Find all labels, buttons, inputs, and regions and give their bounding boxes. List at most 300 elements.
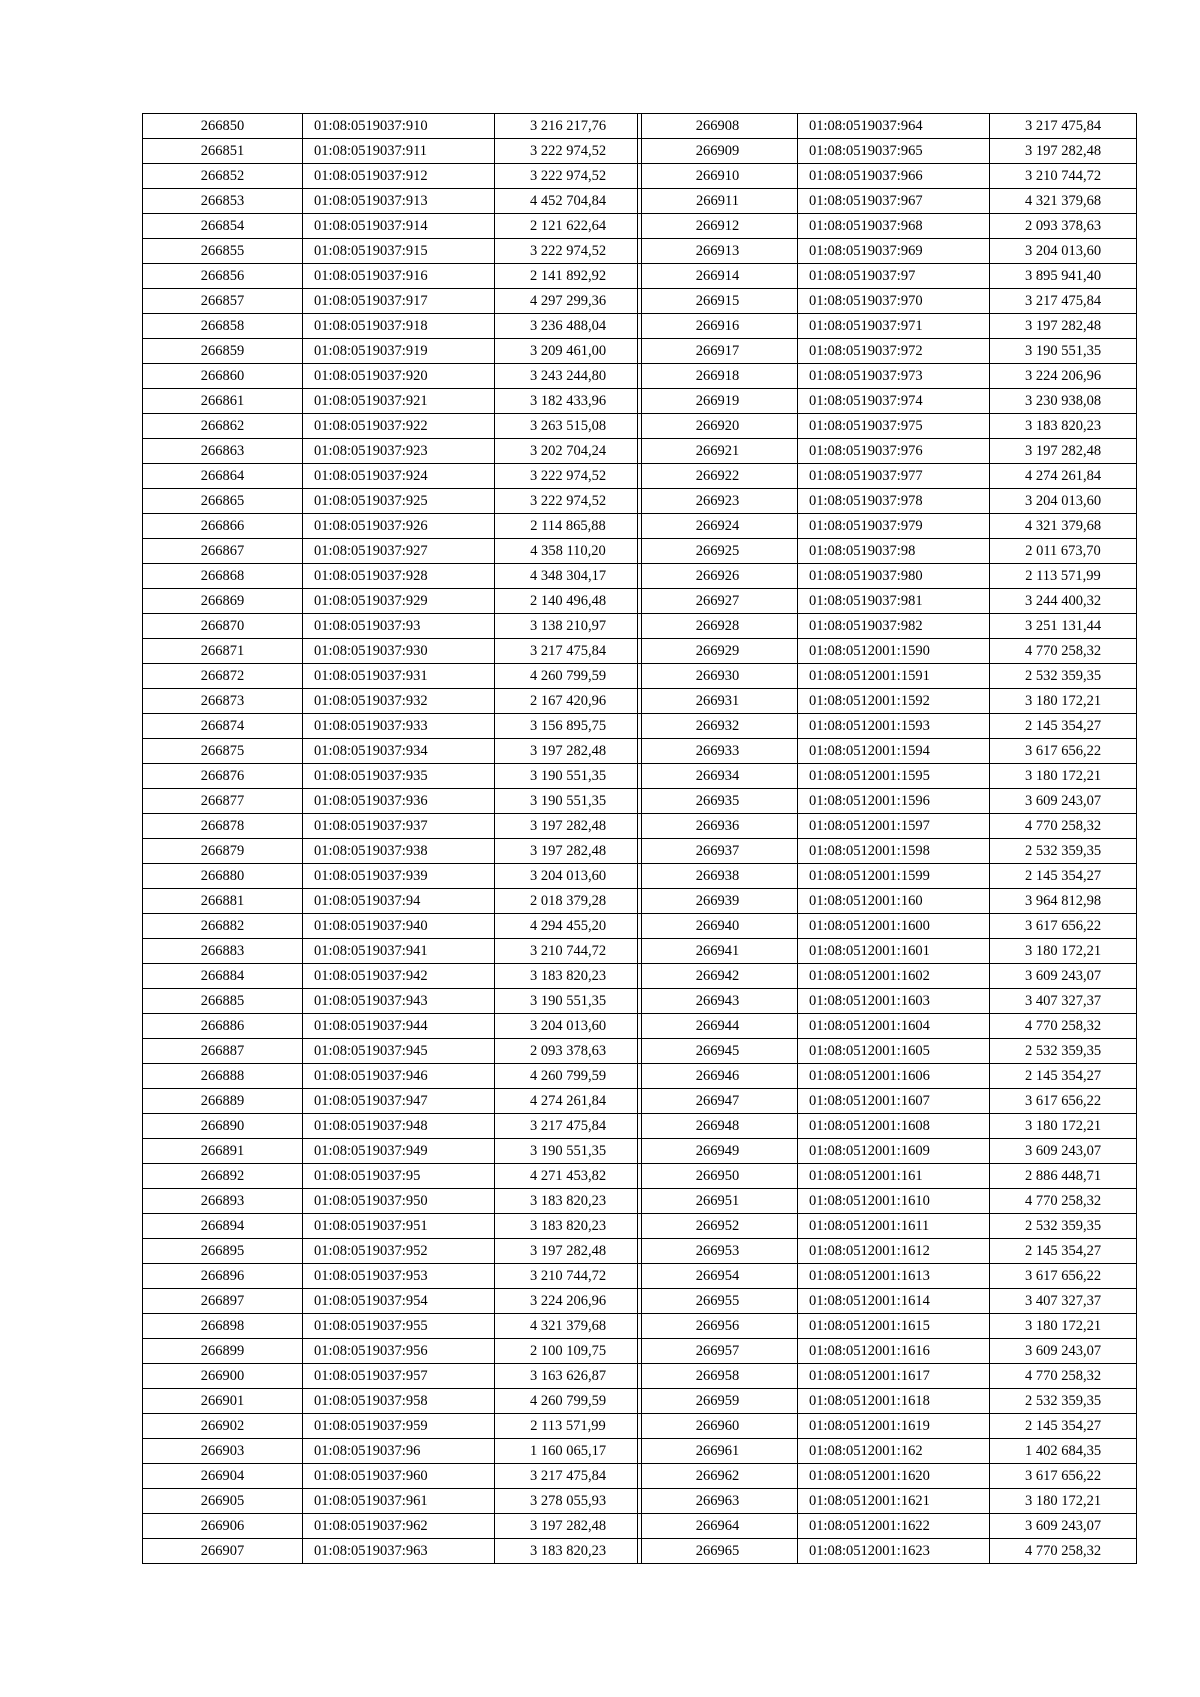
row-number-cell: 266851 bbox=[143, 139, 303, 164]
row-number-cell: 266898 bbox=[143, 1314, 303, 1339]
value-cell: 2 145 354,27 bbox=[990, 1414, 1137, 1439]
table-row bbox=[143, 639, 642, 664]
row-number-cell: 266902 bbox=[143, 1414, 303, 1439]
row-number-cell: 266874 bbox=[143, 714, 303, 739]
table-row bbox=[638, 464, 1137, 489]
cadastral-number-cell: 01:08:0519037:963 bbox=[303, 1539, 495, 1564]
value-cell: 3 222 974,52 bbox=[495, 239, 642, 264]
table-row bbox=[638, 364, 1137, 389]
table-row bbox=[143, 764, 642, 789]
cadastral-number-cell: 01:08:0519037:953 bbox=[303, 1264, 495, 1289]
cadastral-number-cell: 01:08:0519037:922 bbox=[303, 414, 495, 439]
table-row bbox=[638, 714, 1137, 739]
cadastral-number-cell: 01:08:0512001:1613 bbox=[798, 1264, 990, 1289]
table-row bbox=[143, 1514, 642, 1539]
cadastral-number-cell: 01:08:0519037:927 bbox=[303, 539, 495, 564]
table-row bbox=[638, 839, 1137, 864]
value-cell: 3 197 282,48 bbox=[990, 314, 1137, 339]
value-cell: 3 407 327,37 bbox=[990, 989, 1137, 1014]
cadastral-number-cell: 01:08:0519037:981 bbox=[798, 589, 990, 614]
cadastral-number-cell: 01:08:0512001:1616 bbox=[798, 1339, 990, 1364]
row-number-cell: 266877 bbox=[143, 789, 303, 814]
value-cell: 3 197 282,48 bbox=[495, 739, 642, 764]
cadastral-number-cell: 01:08:0519037:930 bbox=[303, 639, 495, 664]
value-cell: 4 770 258,32 bbox=[990, 1014, 1137, 1039]
cadastral-number-cell: 01:08:0519037:917 bbox=[303, 289, 495, 314]
table-body bbox=[638, 114, 1137, 1564]
cadastral-number-cell: 01:08:0512001:1614 bbox=[798, 1289, 990, 1314]
row-number-cell: 266884 bbox=[143, 964, 303, 989]
table-row bbox=[143, 1064, 642, 1089]
value-cell: 3 251 131,44 bbox=[990, 614, 1137, 639]
value-cell: 3 197 282,48 bbox=[495, 1514, 642, 1539]
cadastral-number-cell: 01:08:0519037:957 bbox=[303, 1364, 495, 1389]
cadastral-number-cell: 01:08:0512001:162 bbox=[798, 1439, 990, 1464]
table-row bbox=[638, 639, 1137, 664]
row-number-cell: 266929 bbox=[638, 639, 798, 664]
row-number-cell: 266850 bbox=[143, 114, 303, 139]
cadastral-number-cell: 01:08:0519037:968 bbox=[798, 214, 990, 239]
table-row bbox=[638, 339, 1137, 364]
table-row bbox=[143, 589, 642, 614]
value-cell: 2 532 359,35 bbox=[990, 839, 1137, 864]
cadastral-number-cell: 01:08:0519037:965 bbox=[798, 139, 990, 164]
row-number-cell: 266944 bbox=[638, 1014, 798, 1039]
value-cell: 3 197 282,48 bbox=[990, 139, 1137, 164]
row-number-cell: 266852 bbox=[143, 164, 303, 189]
row-number-cell: 266922 bbox=[638, 464, 798, 489]
value-cell: 4 271 453,82 bbox=[495, 1164, 642, 1189]
table-row bbox=[638, 139, 1137, 164]
value-cell: 2 100 109,75 bbox=[495, 1339, 642, 1364]
row-number-cell: 266963 bbox=[638, 1489, 798, 1514]
value-cell: 2 011 673,70 bbox=[990, 539, 1137, 564]
table-row bbox=[143, 439, 642, 464]
row-number-cell: 266889 bbox=[143, 1089, 303, 1114]
cadastral-number-cell: 01:08:0512001:1620 bbox=[798, 1464, 990, 1489]
table-row bbox=[638, 389, 1137, 414]
table-row bbox=[143, 1539, 642, 1564]
row-number-cell: 266915 bbox=[638, 289, 798, 314]
row-number-cell: 266878 bbox=[143, 814, 303, 839]
table-row bbox=[638, 614, 1137, 639]
value-cell: 2 113 571,99 bbox=[990, 564, 1137, 589]
table-row bbox=[638, 1389, 1137, 1414]
value-cell: 4 348 304,17 bbox=[495, 564, 642, 589]
row-number-cell: 266965 bbox=[638, 1539, 798, 1564]
row-number-cell: 266890 bbox=[143, 1114, 303, 1139]
table-row bbox=[638, 314, 1137, 339]
cadastral-number-cell: 01:08:0512001:1607 bbox=[798, 1089, 990, 1114]
cadastral-number-cell: 01:08:0519037:938 bbox=[303, 839, 495, 864]
value-cell: 3 609 243,07 bbox=[990, 1139, 1137, 1164]
value-cell: 3 217 475,84 bbox=[495, 639, 642, 664]
row-number-cell: 266896 bbox=[143, 1264, 303, 1289]
value-cell: 3 183 820,23 bbox=[495, 1214, 642, 1239]
value-cell: 3 216 217,76 bbox=[495, 114, 642, 139]
table-row bbox=[143, 1489, 642, 1514]
table-row bbox=[638, 1189, 1137, 1214]
table-row bbox=[143, 914, 642, 939]
table-row bbox=[143, 939, 642, 964]
table-row bbox=[143, 1314, 642, 1339]
cadastral-number-cell: 01:08:0519037:926 bbox=[303, 514, 495, 539]
table-row bbox=[638, 1364, 1137, 1389]
cadastral-number-cell: 01:08:0519037:944 bbox=[303, 1014, 495, 1039]
table-row bbox=[638, 889, 1137, 914]
table-row bbox=[143, 1414, 642, 1439]
row-number-cell: 266926 bbox=[638, 564, 798, 589]
table-row bbox=[638, 114, 1137, 139]
table-row bbox=[638, 1114, 1137, 1139]
cadastral-number-cell: 01:08:0519037:919 bbox=[303, 339, 495, 364]
row-number-cell: 266900 bbox=[143, 1364, 303, 1389]
table-row bbox=[638, 1039, 1137, 1064]
cadastral-number-cell: 01:08:0519037:940 bbox=[303, 914, 495, 939]
row-number-cell: 266871 bbox=[143, 639, 303, 664]
cadastral-number-cell: 01:08:0512001:1621 bbox=[798, 1489, 990, 1514]
row-number-cell: 266853 bbox=[143, 189, 303, 214]
value-cell: 3 217 475,84 bbox=[990, 289, 1137, 314]
value-cell: 4 260 799,59 bbox=[495, 1064, 642, 1089]
value-cell: 3 217 475,84 bbox=[495, 1464, 642, 1489]
cadastral-number-cell: 01:08:0519037:970 bbox=[798, 289, 990, 314]
table-row bbox=[638, 964, 1137, 989]
cadastral-number-cell: 01:08:0519037:979 bbox=[798, 514, 990, 539]
row-number-cell: 266959 bbox=[638, 1389, 798, 1414]
table-row bbox=[638, 189, 1137, 214]
table-row bbox=[638, 1289, 1137, 1314]
table-row bbox=[143, 1339, 642, 1364]
cadastral-number-cell: 01:08:0512001:1609 bbox=[798, 1139, 990, 1164]
cadastral-number-cell: 01:08:0519037:980 bbox=[798, 564, 990, 589]
value-cell: 4 770 258,32 bbox=[990, 814, 1137, 839]
cadastral-number-cell: 01:08:0519037:960 bbox=[303, 1464, 495, 1489]
table-row bbox=[638, 414, 1137, 439]
cadastral-number-cell: 01:08:0519037:911 bbox=[303, 139, 495, 164]
table-row bbox=[638, 564, 1137, 589]
row-number-cell: 266907 bbox=[143, 1539, 303, 1564]
row-number-cell: 266887 bbox=[143, 1039, 303, 1064]
value-cell: 3 243 244,80 bbox=[495, 364, 642, 389]
table-row bbox=[143, 239, 642, 264]
value-cell: 3 180 172,21 bbox=[990, 764, 1137, 789]
table-row bbox=[638, 814, 1137, 839]
row-number-cell: 266866 bbox=[143, 514, 303, 539]
row-number-cell: 266901 bbox=[143, 1389, 303, 1414]
cadastral-number-cell: 01:08:0519037:973 bbox=[798, 364, 990, 389]
cadastral-number-cell: 01:08:0519037:946 bbox=[303, 1064, 495, 1089]
table-row bbox=[143, 389, 642, 414]
row-number-cell: 266940 bbox=[638, 914, 798, 939]
cadastral-number-cell: 01:08:0512001:1594 bbox=[798, 739, 990, 764]
row-number-cell: 266881 bbox=[143, 889, 303, 914]
cadastral-number-cell: 01:08:0512001:1606 bbox=[798, 1064, 990, 1089]
row-number-cell: 266886 bbox=[143, 1014, 303, 1039]
cadastral-number-cell: 01:08:0519037:929 bbox=[303, 589, 495, 614]
table-row bbox=[638, 289, 1137, 314]
cadastral-number-cell: 01:08:0519037:949 bbox=[303, 1139, 495, 1164]
value-cell: 3 180 172,21 bbox=[990, 689, 1137, 714]
table-row bbox=[143, 489, 642, 514]
table-row bbox=[638, 1014, 1137, 1039]
cadastral-number-cell: 01:08:0519037:933 bbox=[303, 714, 495, 739]
table-row bbox=[638, 1464, 1137, 1489]
value-cell: 3 617 656,22 bbox=[990, 1089, 1137, 1114]
row-number-cell: 266872 bbox=[143, 664, 303, 689]
value-cell: 4 321 379,68 bbox=[495, 1314, 642, 1339]
cadastral-number-cell: 01:08:0512001:1610 bbox=[798, 1189, 990, 1214]
cadastral-number-cell: 01:08:0519037:914 bbox=[303, 214, 495, 239]
row-number-cell: 266923 bbox=[638, 489, 798, 514]
cadastral-number-cell: 01:08:0519037:950 bbox=[303, 1189, 495, 1214]
table-row bbox=[638, 689, 1137, 714]
value-cell: 3 617 656,22 bbox=[990, 739, 1137, 764]
cadastral-number-cell: 01:08:0512001:1622 bbox=[798, 1514, 990, 1539]
cadastral-number-cell: 01:08:0519037:97 bbox=[798, 264, 990, 289]
value-cell: 3 617 656,22 bbox=[990, 914, 1137, 939]
value-cell: 3 204 013,60 bbox=[990, 489, 1137, 514]
cadastral-number-cell: 01:08:0512001:1593 bbox=[798, 714, 990, 739]
value-cell: 4 358 110,20 bbox=[495, 539, 642, 564]
cadastral-number-cell: 01:08:0519037:961 bbox=[303, 1489, 495, 1514]
row-number-cell: 266933 bbox=[638, 739, 798, 764]
row-number-cell: 266924 bbox=[638, 514, 798, 539]
value-cell: 4 274 261,84 bbox=[495, 1089, 642, 1114]
table-row bbox=[143, 864, 642, 889]
cadastral-number-cell: 01:08:0519037:95 bbox=[303, 1164, 495, 1189]
value-cell: 3 180 172,21 bbox=[990, 939, 1137, 964]
cadastral-number-cell: 01:08:0519037:918 bbox=[303, 314, 495, 339]
table-row bbox=[143, 1014, 642, 1039]
row-number-cell: 266939 bbox=[638, 889, 798, 914]
row-number-cell: 266880 bbox=[143, 864, 303, 889]
row-number-cell: 266855 bbox=[143, 239, 303, 264]
table-row bbox=[143, 164, 642, 189]
table-row bbox=[143, 1089, 642, 1114]
row-number-cell: 266913 bbox=[638, 239, 798, 264]
value-cell: 2 093 378,63 bbox=[990, 214, 1137, 239]
table-row bbox=[143, 814, 642, 839]
value-cell: 3 609 243,07 bbox=[990, 1514, 1137, 1539]
value-cell: 4 770 258,32 bbox=[990, 1539, 1137, 1564]
cadastral-number-cell: 01:08:0512001:1612 bbox=[798, 1239, 990, 1264]
table-row bbox=[143, 1214, 642, 1239]
table-row bbox=[143, 839, 642, 864]
cadastral-number-cell: 01:08:0519037:955 bbox=[303, 1314, 495, 1339]
table-row bbox=[638, 1214, 1137, 1239]
value-cell: 3 204 013,60 bbox=[495, 1014, 642, 1039]
value-cell: 3 180 172,21 bbox=[990, 1489, 1137, 1514]
row-number-cell: 266864 bbox=[143, 464, 303, 489]
table-row bbox=[638, 164, 1137, 189]
value-cell: 2 093 378,63 bbox=[495, 1039, 642, 1064]
table-row bbox=[143, 739, 642, 764]
row-number-cell: 266865 bbox=[143, 489, 303, 514]
value-cell: 3 180 172,21 bbox=[990, 1314, 1137, 1339]
value-cell: 3 204 013,60 bbox=[495, 864, 642, 889]
value-cell: 3 190 551,35 bbox=[495, 789, 642, 814]
row-number-cell: 266858 bbox=[143, 314, 303, 339]
table-row bbox=[638, 1239, 1137, 1264]
row-number-cell: 266888 bbox=[143, 1064, 303, 1089]
value-cell: 3 183 820,23 bbox=[495, 1189, 642, 1214]
row-number-cell: 266885 bbox=[143, 989, 303, 1014]
cadastral-number-cell: 01:08:0519037:943 bbox=[303, 989, 495, 1014]
value-cell: 4 770 258,32 bbox=[990, 1364, 1137, 1389]
cadastral-number-cell: 01:08:0519037:924 bbox=[303, 464, 495, 489]
value-cell: 3 617 656,22 bbox=[990, 1264, 1137, 1289]
value-cell: 3 263 515,08 bbox=[495, 414, 642, 439]
cadastral-number-cell: 01:08:0512001:1623 bbox=[798, 1539, 990, 1564]
cadastral-number-cell: 01:08:0512001:1595 bbox=[798, 764, 990, 789]
table-row bbox=[143, 664, 642, 689]
cadastral-number-cell: 01:08:0519037:96 bbox=[303, 1439, 495, 1464]
table-row bbox=[638, 1339, 1137, 1364]
value-cell: 2 141 892,92 bbox=[495, 264, 642, 289]
cadastral-number-cell: 01:08:0519037:94 bbox=[303, 889, 495, 914]
row-number-cell: 266964 bbox=[638, 1514, 798, 1539]
row-number-cell: 266893 bbox=[143, 1189, 303, 1214]
row-number-cell: 266945 bbox=[638, 1039, 798, 1064]
row-number-cell: 266927 bbox=[638, 589, 798, 614]
table-row bbox=[143, 1289, 642, 1314]
cadastral-number-cell: 01:08:0519037:971 bbox=[798, 314, 990, 339]
table-row bbox=[143, 1464, 642, 1489]
cadastral-number-cell: 01:08:0519037:978 bbox=[798, 489, 990, 514]
row-number-cell: 266919 bbox=[638, 389, 798, 414]
table-row bbox=[638, 1489, 1137, 1514]
row-number-cell: 266921 bbox=[638, 439, 798, 464]
cadastral-number-cell: 01:08:0519037:956 bbox=[303, 1339, 495, 1364]
value-cell: 3 278 055,93 bbox=[495, 1489, 642, 1514]
table-row bbox=[638, 489, 1137, 514]
value-cell: 4 321 379,68 bbox=[990, 514, 1137, 539]
row-number-cell: 266928 bbox=[638, 614, 798, 639]
value-cell: 2 145 354,27 bbox=[990, 714, 1137, 739]
cadastral-number-cell: 01:08:0519037:947 bbox=[303, 1089, 495, 1114]
row-number-cell: 266899 bbox=[143, 1339, 303, 1364]
table-row bbox=[143, 1139, 642, 1164]
cadastral-number-cell: 01:08:0519037:935 bbox=[303, 764, 495, 789]
row-number-cell: 266954 bbox=[638, 1264, 798, 1289]
cadastral-number-cell: 01:08:0519037:959 bbox=[303, 1414, 495, 1439]
row-number-cell: 266862 bbox=[143, 414, 303, 439]
cadastral-number-cell: 01:08:0512001:1601 bbox=[798, 939, 990, 964]
row-number-cell: 266908 bbox=[638, 114, 798, 139]
table-row bbox=[143, 789, 642, 814]
value-cell: 4 294 455,20 bbox=[495, 914, 642, 939]
cadastral-number-cell: 01:08:0519037:939 bbox=[303, 864, 495, 889]
value-cell: 3 617 656,22 bbox=[990, 1464, 1137, 1489]
cadastral-number-cell: 01:08:0519037:951 bbox=[303, 1214, 495, 1239]
row-number-cell: 266903 bbox=[143, 1439, 303, 1464]
value-cell: 3 222 974,52 bbox=[495, 139, 642, 164]
cadastral-number-cell: 01:08:0512001:1615 bbox=[798, 1314, 990, 1339]
table-row bbox=[638, 664, 1137, 689]
row-number-cell: 266876 bbox=[143, 764, 303, 789]
value-cell: 2 113 571,99 bbox=[495, 1414, 642, 1439]
row-number-cell: 266892 bbox=[143, 1164, 303, 1189]
row-number-cell: 266925 bbox=[638, 539, 798, 564]
row-number-cell: 266905 bbox=[143, 1489, 303, 1514]
value-cell: 3 217 475,84 bbox=[495, 1114, 642, 1139]
cadastral-number-cell: 01:08:0519037:915 bbox=[303, 239, 495, 264]
cadastral-number-cell: 01:08:0519037:958 bbox=[303, 1389, 495, 1414]
row-number-cell: 266859 bbox=[143, 339, 303, 364]
value-cell: 3 204 013,60 bbox=[990, 239, 1137, 264]
table-row bbox=[143, 539, 642, 564]
table-row bbox=[143, 414, 642, 439]
table-row bbox=[638, 939, 1137, 964]
value-cell: 3 156 895,75 bbox=[495, 714, 642, 739]
cadastral-number-cell: 01:08:0519037:928 bbox=[303, 564, 495, 589]
row-number-cell: 266961 bbox=[638, 1439, 798, 1464]
cadastral-number-cell: 01:08:0519037:916 bbox=[303, 264, 495, 289]
table-row bbox=[638, 1439, 1137, 1464]
cadastral-number-cell: 01:08:0512001:1597 bbox=[798, 814, 990, 839]
row-number-cell: 266949 bbox=[638, 1139, 798, 1164]
table-row bbox=[638, 739, 1137, 764]
cadastral-number-cell: 01:08:0519037:913 bbox=[303, 189, 495, 214]
value-cell: 2 167 420,96 bbox=[495, 689, 642, 714]
value-cell: 2 532 359,35 bbox=[990, 1039, 1137, 1064]
value-cell: 3 609 243,07 bbox=[990, 789, 1137, 814]
cadastral-number-cell: 01:08:0519037:977 bbox=[798, 464, 990, 489]
value-cell: 2 140 496,48 bbox=[495, 589, 642, 614]
cadastral-number-cell: 01:08:0512001:1604 bbox=[798, 1014, 990, 1039]
value-cell: 3 222 974,52 bbox=[495, 464, 642, 489]
table-row bbox=[143, 189, 642, 214]
value-cell: 3 190 551,35 bbox=[495, 1139, 642, 1164]
row-number-cell: 266856 bbox=[143, 264, 303, 289]
value-cell: 3 244 400,32 bbox=[990, 589, 1137, 614]
value-cell: 4 274 261,84 bbox=[990, 464, 1137, 489]
row-number-cell: 266942 bbox=[638, 964, 798, 989]
table-row bbox=[638, 989, 1137, 1014]
row-number-cell: 266860 bbox=[143, 364, 303, 389]
value-cell: 3 210 744,72 bbox=[495, 1264, 642, 1289]
row-number-cell: 266875 bbox=[143, 739, 303, 764]
table-row bbox=[638, 589, 1137, 614]
value-cell: 3 163 626,87 bbox=[495, 1364, 642, 1389]
cadastral-number-cell: 01:08:0519037:969 bbox=[798, 239, 990, 264]
value-cell: 4 260 799,59 bbox=[495, 664, 642, 689]
row-number-cell: 266938 bbox=[638, 864, 798, 889]
row-number-cell: 266897 bbox=[143, 1289, 303, 1314]
cadastral-number-cell: 01:08:0512001:161 bbox=[798, 1164, 990, 1189]
row-number-cell: 266882 bbox=[143, 914, 303, 939]
row-number-cell: 266947 bbox=[638, 1089, 798, 1114]
table-row bbox=[143, 689, 642, 714]
table-row bbox=[143, 139, 642, 164]
value-cell: 3 138 210,97 bbox=[495, 614, 642, 639]
row-number-cell: 266912 bbox=[638, 214, 798, 239]
row-number-cell: 266891 bbox=[143, 1139, 303, 1164]
row-number-cell: 266956 bbox=[638, 1314, 798, 1339]
value-cell: 3 222 974,52 bbox=[495, 164, 642, 189]
cadastral-number-cell: 01:08:0519037:982 bbox=[798, 614, 990, 639]
cadastral-number-cell: 01:08:0519037:974 bbox=[798, 389, 990, 414]
row-number-cell: 266895 bbox=[143, 1239, 303, 1264]
cadastral-number-cell: 01:08:0519037:941 bbox=[303, 939, 495, 964]
table-row bbox=[638, 1064, 1137, 1089]
row-number-cell: 266950 bbox=[638, 1164, 798, 1189]
row-number-cell: 266918 bbox=[638, 364, 798, 389]
table-row bbox=[638, 1089, 1137, 1114]
cadastral-number-cell: 01:08:0519037:967 bbox=[798, 189, 990, 214]
value-cell: 3 197 282,48 bbox=[990, 439, 1137, 464]
